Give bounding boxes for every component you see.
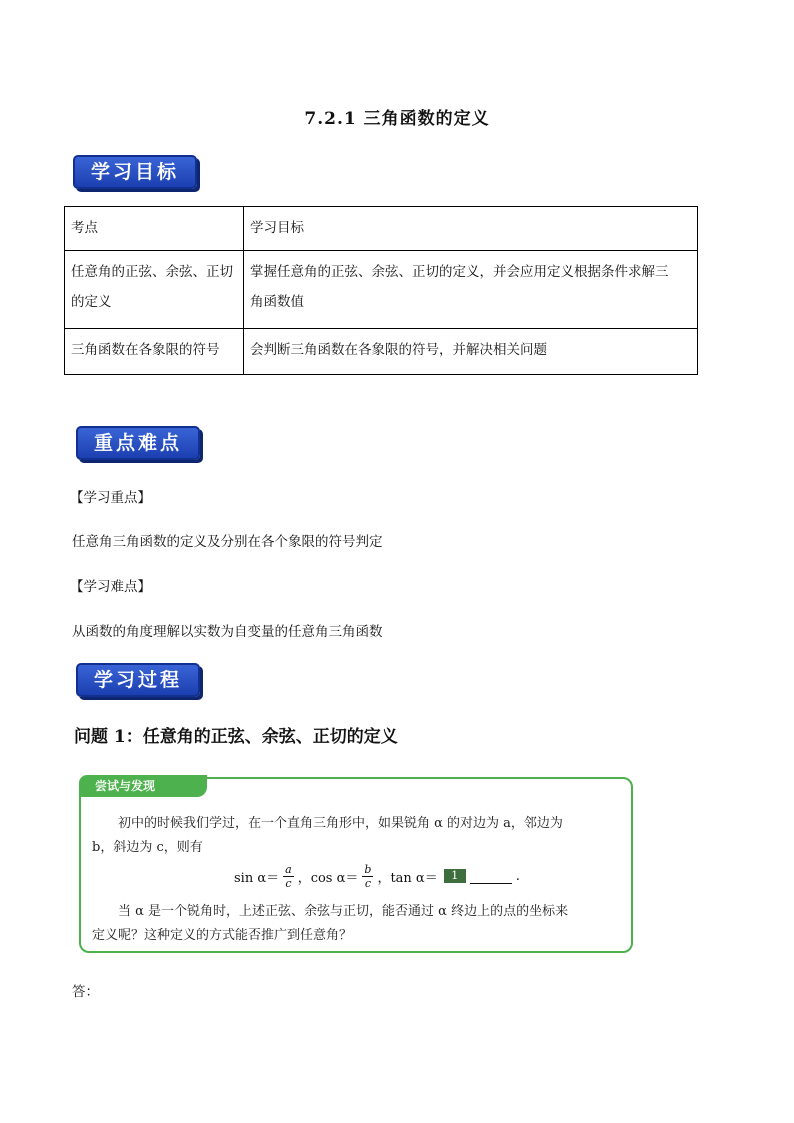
table-header-goal: 学习目标: [244, 207, 698, 251]
table-header-topic: 考点: [65, 207, 244, 251]
difficulty-label: 【学习难点】: [70, 579, 151, 595]
focus-text: 任意角三角函数的定义及分别在各个象限的符号判定: [72, 534, 383, 550]
try-discover-para1-line1: 初中的时候我们学过，在一个直角三角形中，如果锐角 α 的对边为 a，邻边为: [118, 816, 563, 831]
trig-formula: sin α＝ $\frac{a}{c}$ ，cos α＝ $\frac{b}{c}$ ，tan α＝ 1 .: [234, 862, 520, 890]
page-title: 7.2.1 三角函数的定义: [304, 109, 490, 129]
difficulty-text: 从函数的角度理解以实数为自变量的任意角三角函数: [72, 624, 383, 640]
try-discover-para2-line1: 当 α 是一个锐角时，上述正弦、余弦与正切，能否通过 α 终边上的点的坐标来: [118, 904, 569, 919]
sin-fraction: $\frac{a}{c}$: [285, 862, 292, 890]
try-discover-tab: 尝试与发现: [79, 775, 207, 797]
section-process-badge: 学习过程: [76, 663, 200, 697]
blank-line: [470, 869, 512, 884]
blank-number-box: 1: [444, 869, 466, 883]
table-row: [65, 207, 698, 251]
table-cell-topic: 任意角的正弦、余弦、正切 的定义: [65, 251, 244, 329]
table-cell-goal: 掌握任意角的正弦、余弦、正切的定义，并会应用定义根据条件求解三 角函数值: [244, 251, 698, 329]
answer-label: 答：: [72, 984, 99, 1000]
table-row: [65, 251, 698, 329]
goals-table: [64, 206, 698, 375]
try-discover-para2-line2: 定义呢？这种定义的方式能否推广到任意角？: [92, 928, 353, 943]
table-cell-topic: 三角函数在各象限的符号: [65, 329, 244, 375]
table-row: [65, 329, 698, 375]
focus-label: 【学习重点】: [70, 490, 151, 506]
table-cell-goal: 会判断三角函数在各象限的符号，并解决相关问题: [244, 329, 698, 375]
try-discover-para1-line2: b，斜边为 c，则有: [92, 840, 203, 855]
question-1-title: 问题 1：任意角的正弦、余弦、正切的定义: [74, 727, 398, 747]
section-goals-badge: 学习目标: [73, 155, 197, 189]
cos-fraction: $\frac{b}{c}$: [364, 862, 372, 890]
section-keypoints-badge: 重点难点: [76, 426, 200, 460]
